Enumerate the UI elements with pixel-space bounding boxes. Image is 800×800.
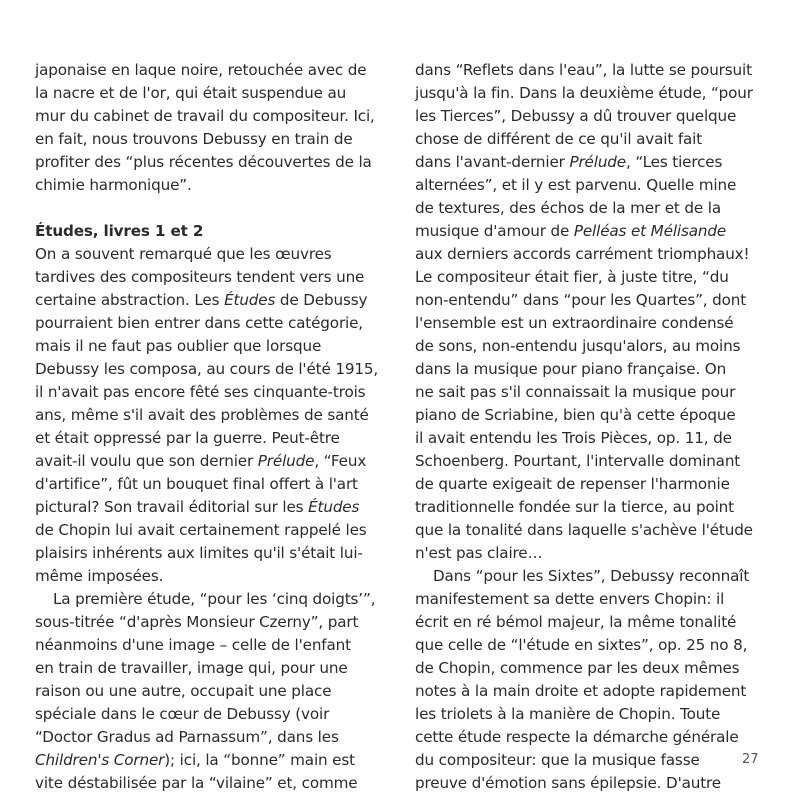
text-line: les triolets à la manière de Chopin. Toute (415, 705, 721, 723)
right-column (415, 59, 775, 795)
text-line: dans l'avant-dernier Prélude, “Les tierces (415, 153, 723, 171)
text-line: ans, même s'il avait des problèmes de santé (35, 406, 369, 424)
text-line: de textures, des échos de la mer et de la (415, 199, 722, 217)
text-line: alternées”, et il y est parvenu. Quelle mine (415, 176, 737, 194)
text-line: il n'avait pas encore fêté ses cinquante-trois (35, 383, 366, 401)
intro-paragraph (35, 59, 395, 197)
text-line: piano de Scriabine, bien qu'à cette époque (415, 406, 736, 424)
text-line: mais il ne faut pas oublier que lorsque (35, 337, 322, 355)
text-line: Dans “pour les Sixtes”, Debussy reconnaît (433, 567, 750, 585)
text-line: de Chopin lui avait certainement rappelé les (35, 521, 367, 539)
text-line: certaine abstraction. Les Études de Debussy (35, 291, 368, 309)
text-line: profiter des “plus récentes découvertes de la (35, 153, 372, 171)
text-line: écrit en ré bémol majeur, la même tonalité (415, 613, 737, 631)
text-line: sous-titrée “d'après Monsieur Czerny”, part (35, 613, 359, 631)
text-line: Debussy les composa, au cours de l'été 1915, (35, 360, 379, 378)
section-heading: Études, livres 1 et 2 (35, 222, 204, 240)
text-line: raison ou une autre, occupait une place (35, 682, 332, 700)
text-line: aux derniers accords carrément triomphaux! (415, 245, 750, 263)
text-line: pictural? Son travail éditorial sur les Études (35, 498, 360, 516)
text-line: On a souvent remarqué que les œuvres (35, 245, 332, 263)
section-paragraph-2 (35, 588, 395, 795)
text-line: de sons, non-entendu jusqu'alors, au moins (415, 337, 741, 355)
text-line: il avait entendu les Trois Pièces, op. 11, de (415, 429, 732, 447)
text-line: chose de différent de ce qu'il avait fait (415, 130, 703, 148)
text-line: en fait, nous trouvons Debussy en train de (35, 130, 353, 148)
text-line: mur du cabinet de travail du compositeur. Ici, (35, 107, 375, 125)
text-line: d'artifice”, fût un bouquet final offert à l'art (35, 475, 358, 493)
left-column (35, 59, 395, 795)
text-line: de Chopin, commence par les deux mêmes (415, 659, 740, 677)
text-line: cette étude respecte la démarche générale (415, 728, 739, 746)
text-line: ne sait pas s'il connaissait la musique pour (415, 383, 736, 401)
text-line: spéciale dans le cœur de Debussy (voir (35, 705, 330, 723)
text-line: preuve d'émotion sans épilepsie. D'autre (415, 774, 721, 792)
text-line: néanmoins d'une image – celle de l'enfant (35, 636, 351, 654)
text-line: vite déstabilisée par la “vilaine” et, comme (35, 774, 358, 792)
text-line: Le compositeur était fier, à juste titre, “du (415, 268, 729, 286)
text-line: plaisirs inhérents aux limites qu'il s'était lui- (35, 544, 363, 562)
text-line: même imposées. (35, 567, 164, 585)
text-line: jusqu'à la fin. Dans la deuxième étude, “pour (415, 84, 753, 102)
text-line: que celle de “l'étude en sixtes”, op. 25 no 8, (415, 636, 748, 654)
text-line: non-entendu” dans “pour les Quartes”, dont (415, 291, 747, 309)
text-line: n'est pas claire… (415, 544, 543, 562)
text-line: tardives des compositeurs tendent vers une (35, 268, 365, 286)
text-line: pourraient bien entrer dans cette catégorie, (35, 314, 363, 332)
text-line: japonaise en laque noire, retouchée avec de (35, 61, 367, 79)
text-line: que la tonalité dans laquelle s'achève l'étude (415, 521, 753, 539)
text-line: Schoenberg. Pourtant, l'intervalle dominant (415, 452, 741, 470)
section-paragraph-1 (35, 243, 395, 588)
text-line: du compositeur: que la musique fasse (415, 751, 700, 769)
sixtes-paragraph (415, 565, 775, 795)
text-line: notes à la main droite et adopte rapidement (415, 682, 747, 700)
text-line: manifestement sa dette envers Chopin: il (415, 590, 725, 608)
page-number: 27 (742, 752, 759, 767)
text-line: la nacre et de l'or, qui était suspendue au (35, 84, 347, 102)
text-line: en train de travailler, image qui, pour une (35, 659, 348, 677)
text-line: dans la musique pour piano française. On (415, 360, 727, 378)
text-line: l'ensemble est un extraordinaire condensé (415, 314, 734, 332)
text-line: de quarte exigeait de repenser l'harmonie (415, 475, 730, 493)
text-line: dans “Reflets dans l'eau”, la lutte se poursuit (415, 61, 752, 79)
text-line: Children's Corner); ici, la “bonne” main est (35, 751, 355, 769)
text-line: musique d'amour de Pelléas et Mélisande (415, 222, 727, 240)
text-line: “Doctor Gradus ad Parnassum”, dans les (35, 728, 339, 746)
text-line: traditionnelle fondée sur la tierce, au point (415, 498, 734, 516)
text-line: chimie harmonique”. (35, 176, 192, 194)
continued-paragraph (415, 59, 775, 565)
text-line: avait-il voulu que son dernier Prélude, “Feux (35, 452, 367, 470)
text-line: et était oppressé par la guerre. Peut-être (35, 429, 340, 447)
text-line: La première étude, “pour les ‘cinq doigts’”, (53, 590, 376, 608)
text-line: les Tierces”, Debussy a dû trouver quelque (415, 107, 737, 125)
